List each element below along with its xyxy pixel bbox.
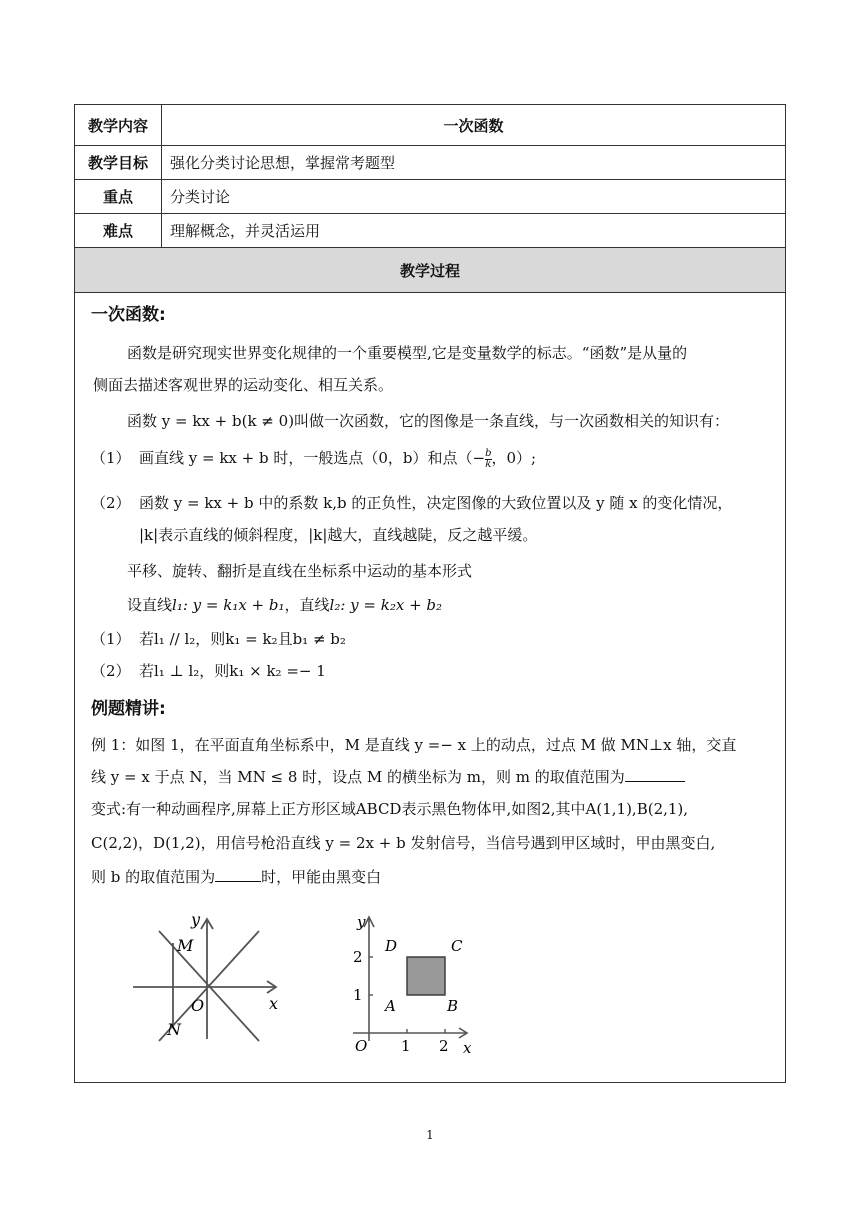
variant-c [91,867,381,887]
heading-linear-function: 一次函数: [91,305,166,325]
line-l2-equation: l₂: y = k₂x + b₂ [329,596,443,614]
answer-blank-2 [215,867,261,882]
variant-c-text-a: 则 b 的取值范围为 [91,868,216,886]
fig2-square-abcd [407,957,445,995]
line-l1-equation: l₁: y = k₁x + b₁ [172,596,285,614]
fig1-label-m: M [177,936,194,955]
label-content: 教学内容 [75,105,162,146]
label-difficulty: 难点 [75,214,162,248]
example-1b [91,767,685,787]
paragraph-3: 平移、旋转、翻折是直线在坐标系中运动的基本形式 [127,562,473,580]
page-number: 1 [426,1128,434,1142]
fraction-numerator: b [485,447,492,459]
item-1-tail: ，0）; [491,449,537,467]
fig2-label-d: D [385,937,398,955]
variant-c-text-b: 时，甲能由黑变白 [261,868,382,886]
figure-1-diagram [129,911,289,1051]
fig2-label-y: y [357,913,366,931]
fig2-label-a: A [385,997,396,1015]
fig2-label-x: x [463,1039,472,1055]
heading-examples: 例题精讲: [91,699,166,719]
example-1b-text: 线 y = x 于点 N，当 MN ≤ 8 时，设点 M 的横坐标为 m，则 m 的取值范围为 [91,768,625,786]
value-key-point: 分类讨论 [162,180,786,214]
item-1-number: （1） [91,449,131,467]
fig2-tick-label-y2: 2 [353,948,363,966]
fig1-label-o: O [191,996,205,1015]
fig2-tick-label-y1: 1 [353,986,363,1004]
paragraph-4-prefix: 设直线 [127,596,173,614]
condition-1-number: （1） [91,630,131,648]
paragraph-1b: 侧面去描述客观世界的运动变化、相互关系。 [93,376,394,394]
process-title: 教学过程 [75,248,786,293]
paragraph-4-middle: ，直线 [284,596,330,614]
condition-2-text: 若l₁ ⊥ l₂，则k₁ × k₂ =− 1 [139,662,326,680]
item-2-continued: |k|表示直线的倾斜程度，|k|越大，直线越陡，反之越平缓。 [139,526,538,544]
condition-1-text: 若l₁ // l₂，则k₁ = k₂且b₁ ≠ b₂ [139,630,346,648]
variant-b: C(2,2)，D(1,2)，用信号枪沿直线 y = 2x + b 发射信号，当信号遇到甲区域时，甲由黑变白, [91,834,716,852]
example-1a: 例 1：如图 1，在平面直角坐标系中，M 是直线 y =− x 上的动点，过点 M 做 MN⊥x 轴，交直 [91,736,737,754]
condition-2-number: （2） [91,662,131,680]
paragraph-2: 函数 y = kx + b(k ≠ 0)叫做一次函数，它的图像是一条直线，与一次函数相关的知识有： [127,412,730,430]
fraction-denominator: k [485,458,492,470]
fig2-label-b: B [447,997,459,1015]
figure-2-diagram [339,905,479,1055]
process-content [75,293,786,1083]
label-goal: 教学目标 [75,146,162,180]
item-2-text: 函数 y = kx + b 中的系数 k,b 的正负性，决定图像的大致位置以及 y 随 x 的变化情况， [139,494,733,512]
fig2-tick-label-x2: 2 [439,1037,449,1055]
variant-a: 变式:有一种动画程序,屏幕上正方形区域ABCD表示黑色物体甲,如图2,其中A(1,1),B(2,1), [91,800,689,818]
value-content: 一次函数 [162,105,786,146]
fig2-tick-label-x1: 1 [401,1037,411,1055]
value-difficulty: 理解概念，并灵活运用 [162,214,786,248]
answer-blank-1 [625,767,685,782]
value-goal: 强化分类讨论思想，掌握常考题型 [162,146,786,180]
fig2-label-c: C [451,937,463,955]
fig1-label-y: y [191,911,201,929]
paragraph-4 [127,595,442,615]
item-1 [139,448,536,470]
fig1-label-n: N [167,1020,181,1039]
item-2-number: （2） [91,494,131,512]
label-key-point: 重点 [75,180,162,214]
item-1-text: 画直线 y = kx + b 时，一般选点（0，b）和点（− [139,449,486,467]
lesson-table [74,104,786,1083]
fig1-label-x: x [269,994,279,1013]
fig2-label-o: O [355,1037,368,1055]
paragraph-1a: 函数是研究现实世界变化规律的一个重要模型,它是变量数学的标志。“函数”是从量的 [127,344,688,362]
